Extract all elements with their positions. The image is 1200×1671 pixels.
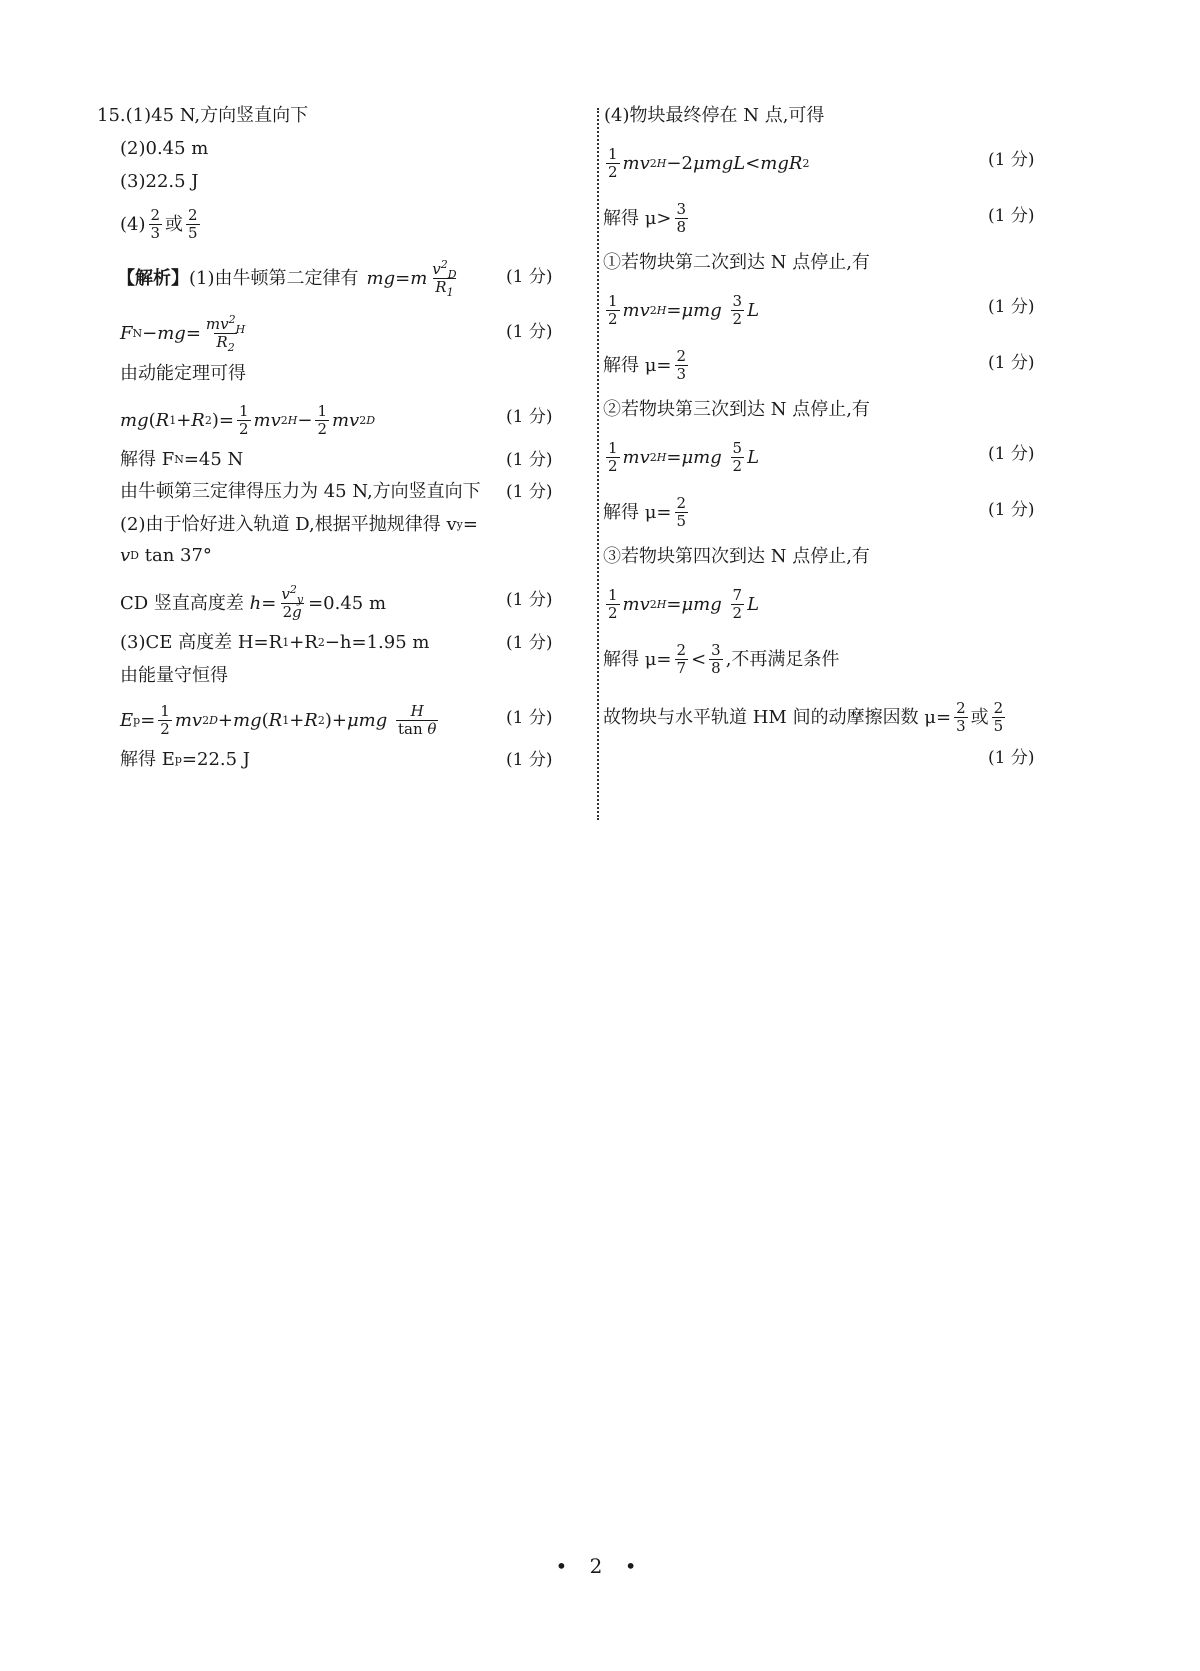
question-number: 15.: [97, 105, 126, 126]
answer-3-text: (3)22.5 J: [120, 171, 199, 192]
score-label: (1 分): [506, 407, 553, 427]
right-line-6: [603, 348, 691, 383]
analysis-line-6-text: 由牛顿第三定律得压力为 45 N,方向竖直向下: [120, 481, 481, 502]
fraction: $\frac{2}{5}$: [993, 699, 1004, 735]
fraction: $\frac{1}{2}$: [160, 702, 170, 738]
right-line-13-or: 或: [970, 706, 989, 728]
analysis-line-1: 【解析】 (1)由牛顿第二定律有 mg = m $\frac{v^2_D}{R_1}$: [117, 258, 457, 299]
formula-second-stop: $\frac{1}{2}$ mv 2 H = μmg $\frac{3}{2}$ L: [608, 292, 760, 328]
right-line-4-text: ①若物块第二次到达 N 点停止,有: [603, 252, 870, 273]
analysis-line-8: v D tan 37°: [120, 545, 212, 566]
right-line-3: [603, 201, 691, 236]
analysis-line-10: (3)CE 高度差 H=R 1 +R 2 −h=1.95 m: [120, 632, 430, 653]
fraction: $\frac{3}{8}$: [676, 200, 687, 236]
right-line-13-text: 故物块与水平轨道 HM 间的动摩擦因数 μ=: [603, 706, 952, 728]
score-label: (1 分): [506, 708, 553, 728]
right-line-12-text: 解得 μ=: [603, 648, 672, 670]
score-label: (1 分): [988, 150, 1035, 170]
analysis-line-8-text: v: [120, 545, 131, 566]
analysis-line-11: [120, 664, 228, 688]
analysis-line-13-text: 解得 E: [120, 749, 175, 770]
fraction: $\frac{1}{2}$: [317, 402, 327, 438]
analysis-line-10-text: (3)CE 高度差 H=R: [120, 632, 283, 653]
score-label: (1 分): [506, 633, 553, 653]
fraction: $\frac{1}{2}$: [608, 292, 618, 328]
answer-2-text: (2)0.45 m: [120, 138, 209, 159]
analysis-line-3-text: 由动能定理可得: [120, 363, 246, 384]
score-label: (1 分): [506, 482, 553, 502]
analysis-line-6: [120, 480, 481, 504]
answer-4-or: 或: [165, 213, 184, 235]
answer-3: [120, 170, 199, 194]
score-label: (1 分): [506, 322, 553, 342]
analysis-line-11-text: 由能量守恒得: [120, 665, 228, 686]
fraction: $\frac{5}{2}$: [732, 439, 743, 475]
score-label: (1 分): [988, 444, 1035, 464]
right-line-1-text: (4)物块最终停在 N 点,可得: [604, 105, 825, 126]
analysis-line-7-text: (2)由于恰好进入轨道 D,根据平抛规律得 v: [120, 514, 457, 535]
right-line-7-text: ②若物块第三次到达 N 点停止,有: [603, 399, 870, 420]
fraction: $\frac{7}{2}$: [732, 586, 743, 622]
score-label: (1 分): [988, 297, 1035, 317]
formula-energy: mg ( R 1 + R 2 )= $\frac{1}{2}$ mv 2 H − $\frac{1}{2}$ mv 2 D: [120, 402, 376, 438]
analysis-line-7-eq: =: [462, 514, 478, 535]
answer-1: [97, 104, 308, 128]
analysis-line-9: CD 竖直高度差 h = $\frac{v^2_y}{2g}$ =0.45 m: [120, 583, 387, 621]
analysis-line-5-text: 解得 F: [120, 449, 175, 470]
fraction: $\frac{3}{8}$: [711, 641, 721, 677]
answer-4: [120, 207, 203, 242]
right-line-10-text: ③若物块第四次到达 N 点停止,有: [603, 546, 870, 567]
fraction: $\frac{1}{2}$: [238, 402, 249, 438]
right-line-12-tail: ,不再满足条件: [725, 648, 840, 670]
analysis-label: 【解析】: [117, 267, 189, 289]
right-line-4: [603, 251, 870, 275]
right-line-9-text: 解得 μ=: [603, 501, 672, 523]
score-label: (1 分): [506, 750, 553, 770]
analysis-line-13-value: =22.5 J: [181, 749, 251, 770]
analysis-line-9-tail: =0.45 m: [308, 592, 387, 614]
fraction: $\frac{2}{3}$: [676, 347, 687, 383]
analysis-line-9-text: CD 竖直高度差: [120, 592, 244, 614]
fraction: $\frac{2}{3}$: [150, 206, 161, 242]
formula-stop-condition: $\frac{1}{2}$ mv 2 H −2 μmgL < mgR 2: [608, 145, 810, 181]
score-label: (1 分): [988, 353, 1035, 373]
fraction: $\frac{2}{5}$: [676, 494, 687, 530]
right-line-1: [600, 104, 824, 128]
analysis-line-10-tail: −h=1.95 m: [324, 632, 430, 653]
fraction: $\frac{1}{2}$: [608, 586, 618, 622]
analysis-line-1-text: (1)由牛顿第二定律有: [189, 267, 359, 289]
right-line-10: [603, 545, 870, 569]
score-label: (1 分): [988, 748, 1035, 768]
formula-normal-force: F N − mg = $\frac{mv^2_H}{R_2}$: [120, 313, 246, 354]
page-number: • 2 •: [555, 1554, 645, 1578]
right-line-6-text: 解得 μ=: [603, 354, 672, 376]
fraction: $\frac{2}{5}$: [188, 206, 198, 242]
score-label: (1 分): [988, 500, 1035, 520]
analysis-line-7: (2)由于恰好进入轨道 D,根据平抛规律得 v y =: [120, 514, 478, 535]
answer-2: [120, 137, 208, 161]
analysis-line-5-value: =45 N: [183, 449, 244, 470]
fraction: $\frac{1}{2}$: [608, 145, 618, 181]
fraction: $\frac{v^2_D}{R_1}$: [432, 258, 457, 299]
answer-4-prefix: (4): [120, 213, 146, 235]
column-divider: [597, 108, 599, 820]
right-line-7: [603, 398, 870, 422]
fraction: $\frac{v^2_y}{2g}$: [281, 583, 304, 621]
score-label: (1 分): [506, 267, 553, 287]
fraction: $\frac{3}{2}$: [732, 292, 743, 328]
right-line-9: [603, 495, 691, 530]
score-label: (1 分): [506, 450, 553, 470]
formula-fourth-stop: $\frac{1}{2}$ mv 2 H = μmg $\frac{7}{2}$ L: [608, 586, 760, 622]
fraction: $\frac{2}{7}$: [676, 641, 687, 677]
fraction: $\frac{2}{3}$: [956, 699, 966, 735]
right-line-13: [603, 700, 1008, 735]
formula-energy-conservation: E p = $\frac{1}{2}$ mv 2 D + mg ( R 1 + R 2 )+ μmg $\frac{H}{\text{tan θ}}$: [120, 702, 437, 738]
fraction: $\frac{1}{2}$: [608, 439, 618, 475]
analysis-line-10-mid: +R: [289, 632, 318, 653]
formula-third-stop: $\frac{1}{2}$ mv 2 H = μmg $\frac{5}{2}$ L: [608, 439, 760, 475]
right-line-3-text: 解得 μ>: [603, 207, 672, 229]
score-label: (1 分): [506, 590, 553, 610]
answer-1-text: (1)45 N,方向竖直向下: [125, 105, 309, 126]
analysis-line-3: [120, 362, 246, 386]
score-label: (1 分): [988, 206, 1035, 226]
fraction: $\frac{H}{\text{tan θ}}$: [397, 702, 437, 738]
analysis-line-5: 解得 F N =45 N: [120, 449, 244, 470]
analysis-line-8-tail: tan 37°: [144, 545, 212, 566]
fraction: $\frac{mv^2_H}{R_2}$: [205, 313, 246, 354]
right-line-12: 解得 μ= $\frac{2}{7}$ < $\frac{3}{8}$ ,不再满足条件: [603, 641, 840, 677]
analysis-line-13: 解得 E p =22.5 J: [120, 749, 251, 770]
